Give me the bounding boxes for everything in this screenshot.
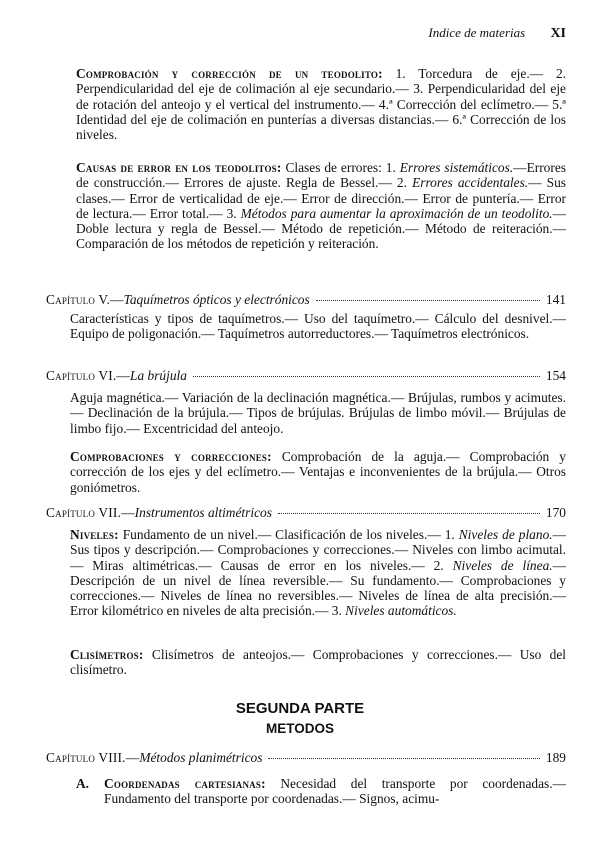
entry-italic: Niveles de plano. [458, 527, 553, 542]
dot-leader [193, 376, 540, 377]
entry-text: — Sus tipos y descripción.— Comprobaciones y correcciones.— Niveles con limbo acimutal.— Miras altimétricas.— Causas de error en los niveles.— 2. [70, 527, 566, 573]
entry-text: Aguja magnética.— Variación de la declinación magnética.— Brújulas, rumbos y acimutes.— Declinación de la brújula.— Tipos de brújulas. Brújulas de limbo móvil.— Brújulas de limbo fijo.— Excentricidad del anteojo. [70, 390, 566, 436]
chapter-title: Instrumentos altimétricos [134, 505, 272, 520]
chapter-5-contents [70, 311, 566, 342]
chapter-label: Capítulo V.— [46, 292, 124, 307]
entry-text: Fundamento de un nivel.— Clasificación de los niveles.— 1. [118, 527, 459, 542]
entry-text: Clisímetros de anteojos.— Comprobaciones y correcciones.— Uso del clisímetro. [70, 647, 566, 678]
section-letter: A. [76, 776, 90, 791]
entry-heading: Comprobaciones y correcciones: [70, 449, 272, 464]
entry-text: Comprobación de la aguja.— Comprobación y corrección de los ejes y del eclímetro.— Ventajas e inconvenientes de la brújula.— Otros goniómetros. [70, 449, 566, 495]
entry-heading: Clisímetros: [70, 647, 144, 662]
chapter-7-niveles [70, 527, 566, 619]
entry-heading: Comprobación y corrección de un teodolito: [76, 66, 383, 81]
header-title: Indice de materias [428, 25, 526, 40]
chapter-title: Taquímetros ópticos y electrónicos [123, 292, 310, 307]
chapter-8-contents [104, 776, 566, 807]
chapter-title: Métodos planimétricos [139, 750, 263, 765]
chapter-page: 154 [545, 368, 566, 383]
entry-text: — Doble lectura y regla de Bessel.— Método de repetición.— Método de reiteración.— Comparación de los métodos de repetición y reiteración. [76, 205, 567, 252]
entry-heading: Niveles: [70, 527, 119, 542]
chapter-page: 189 [545, 750, 566, 765]
entry-text: 1. Torcedura de eje.— 2. Perpendicularidad del eje de colimación al eje secundario.— 3. Perpendicularidad del eje de rotación del anteojo y el vertical del instrumento.— 4.ª Corrección del eclímetro.— 5.ª Identidad del eje de colimación en punterías a diversas distancias.— 6.ª Corrección de los niveles. [76, 66, 566, 143]
entry-text: Necesidad del transporte por coordenadas.— Fundamento del transporte por coordenadas.— Signos, acimu- [104, 776, 566, 807]
entry-comprobacion [76, 66, 566, 142]
part-title: SEGUNDA PARTE [235, 700, 365, 717]
chapter-7-clisimetros [70, 647, 566, 678]
dot-leader [316, 300, 540, 301]
dot-leader [278, 513, 540, 514]
chapter-6-contents [70, 390, 566, 436]
entry-text: Clases de errores: 1. [281, 160, 400, 175]
entry-italic: Niveles automáticos. [345, 603, 457, 619]
chapter-label: Capítulo VIII.— [46, 750, 140, 765]
chapter-5-line[interactable] [46, 292, 566, 308]
chapter-title: La brújula [130, 368, 187, 383]
part-subtitle: METODOS [265, 721, 334, 736]
entry-heading: Coordenadas cartesianas: [104, 776, 266, 791]
dot-leader [268, 758, 539, 759]
chapter-8-line[interactable] [46, 750, 566, 766]
entry-heading: Causas de error en los teodolitos: [76, 160, 282, 175]
entry-causas [76, 160, 566, 252]
entry-text: — Descripción de un nivel de línea reversible.— Su fundamento.— Comprobaciones y correcciones.— Niveles de línea no reversibles.— Niveles de línea de alta precisión.— Error kilométrico en niveles de alta precisión.— 3. [70, 557, 566, 619]
chapter-7-line[interactable] [46, 505, 566, 521]
chapter-page: 141 [545, 292, 566, 307]
chapter-page: 170 [545, 505, 566, 520]
running-header [428, 25, 566, 42]
entry-italic: Errores sistemáticos. [399, 160, 514, 175]
page-number: XI [550, 26, 566, 41]
chapter-label: Capítulo VI.— [46, 368, 131, 383]
entry-italic: Niveles de línea. [452, 557, 553, 573]
chapter-6-corrections [70, 449, 566, 495]
chapter-6-line[interactable] [46, 368, 566, 384]
entry-text: Características y tipos de taquímetros.— Uso del taquímetro.— Cálculo del desnivel.— Equipo de poligonación.— Taquímetros autorreductores.— Taquímetros electrónicos. [70, 311, 566, 342]
entry-italic: Métodos para aumentar la aproximación de un teodolito. [240, 205, 553, 221]
entry-text: —Errores de construcción.— Errores de ajuste. Regla de Bessel.— 2. [76, 160, 566, 191]
entry-text: — Sus clases.— Error de verticalidad de eje.— Error de dirección.— Error de puntería.— Error de lectura.— Error total.— 3. [76, 175, 566, 221]
chapter-label: Capítulo VII.— [46, 505, 135, 520]
entry-italic: Errores accidentales. [412, 175, 529, 191]
